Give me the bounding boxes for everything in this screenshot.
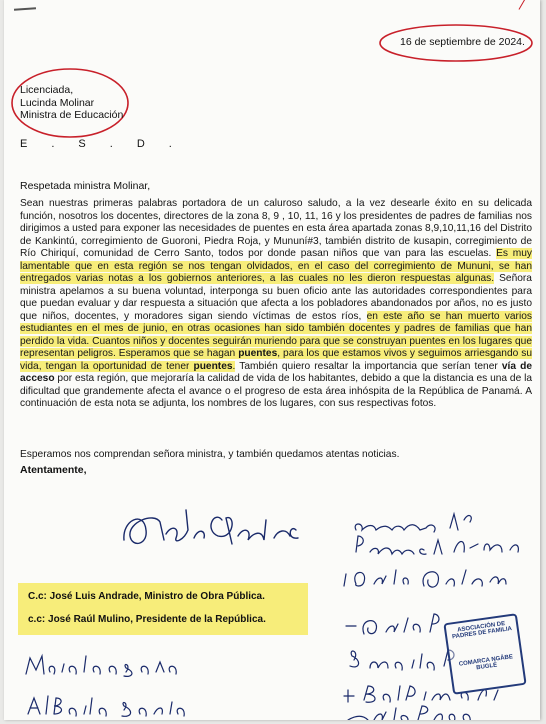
esd-line bbox=[20, 138, 172, 150]
addressee-title: Licenciada, bbox=[20, 84, 74, 96]
highlighted-text: . bbox=[232, 360, 236, 372]
red-pen-mark bbox=[519, 0, 539, 17]
body-paragraph bbox=[20, 198, 532, 411]
letter-body bbox=[20, 198, 532, 411]
highlighted-text: Es muy lamentable que en esta región se nos tengan olvidados, en el caso del corregimiento de Mununi, se han entregados varias notas a los gobiernos anteriores, a las cuales no les dieron respuestas algunas. bbox=[20, 248, 532, 284]
esd-dot: . bbox=[51, 138, 55, 150]
bold-text: vía de acceso bbox=[20, 360, 532, 384]
cc-highlight-block bbox=[18, 583, 308, 635]
addressee-name: Lucinda Molinar bbox=[20, 96, 95, 109]
body-text-segment: Señora ministra apelamos a su buena voluntad, interponga su buen oficio ante las autoridades correspondientes para que puedan evaluar y dar respuesta a situación que afecta a los pobladores abandonados por años, no es justo que niños, docentes, y moradores sigan siendo víctimas de estos ríos, bbox=[20, 273, 532, 322]
letter-page bbox=[4, 0, 540, 720]
association-stamp bbox=[443, 613, 526, 695]
body-text-segment: También quiero resaltar la importancia que serían tener bbox=[239, 360, 498, 372]
scan-mark bbox=[14, 7, 36, 11]
highlighted-text: , para los que estamos vivos y seguimos arriesgando su vida, tengan la oportunidad de tener bbox=[20, 348, 532, 372]
regards: Atentamente, bbox=[20, 464, 87, 476]
stamp-text-bottom: COMARCA NGÄBE BUGLÉ bbox=[458, 654, 514, 672]
highlighted-text: en este año se han muerto varios estudiantes en el mes de junio, en otras ocasiones han sido también docentes y padres de familias que han perdido la vida. Cuantos niños y docentes seguirán muriendo para que se construyan puentes en los lugares que representan peligros. Esperamos que se hagan bbox=[20, 310, 532, 359]
stamp-text-top: ASOCIACIÓN DE PADRES DE FAMILIA bbox=[451, 620, 513, 641]
esd-dot: . bbox=[109, 138, 113, 150]
cc-line-obras-publicas: C.c: José Luis Andrade, Ministro de Obra Pública. bbox=[28, 591, 265, 602]
esd-e: E bbox=[20, 138, 28, 150]
salutation: Respetada ministra Molinar, bbox=[20, 180, 151, 192]
addressee-position: Ministra de Educación bbox=[20, 109, 124, 121]
highlighted-bold-text: puentes bbox=[238, 348, 278, 359]
esd-dot: . bbox=[168, 138, 172, 150]
addressee-block bbox=[20, 84, 123, 122]
esd-s: S bbox=[78, 138, 86, 150]
main-signature bbox=[114, 500, 314, 560]
highlighted-bold-text: puentes bbox=[193, 360, 233, 372]
left-handwritten-names bbox=[20, 652, 190, 720]
cc-line-presidente: c.c: José Raúl Mulino, Presidente de la República. bbox=[28, 614, 266, 625]
esd-d: D bbox=[136, 138, 145, 150]
body-text-segment: por esta región, que mejoraría la calidad de vida de los habitantes, debido a que la distancia es una de la dificultad que grandemente afecta el avance o el progreso de esta área inhóspita de la República de Panamá. A continuación de esta nota se adjunta, los nombres de los lugares, con sus respectivas fotos. bbox=[20, 373, 533, 409]
closing-line: Esperamos nos comprendan señora ministra, y también quedamos atentas noticias. bbox=[20, 449, 400, 460]
body-text-segment: Sean nuestras primeras palabras portadora de un caluroso saludo, a la vez desearle éxito en su delicada función, nosotros los docentes, directores de la zona 8, 9 , 10, 11, 16 y los presidentes de padres de familias nos dirigimos a usted para exponer las necesidades de puentes en esta área apartada zonas 8,9,10,11,16 del Distrito de Kankintú, corregimiento de Guoroni, Piedra Roja, y Mununí#3, también distrito de kusapin, corregimiento de Río Chiriquí, comunidad de Cerro Santo, todos por donde pasan niños que van para las escuelas. bbox=[20, 198, 532, 259]
letter-date: 16 de septiembre de 2024. bbox=[400, 36, 525, 48]
